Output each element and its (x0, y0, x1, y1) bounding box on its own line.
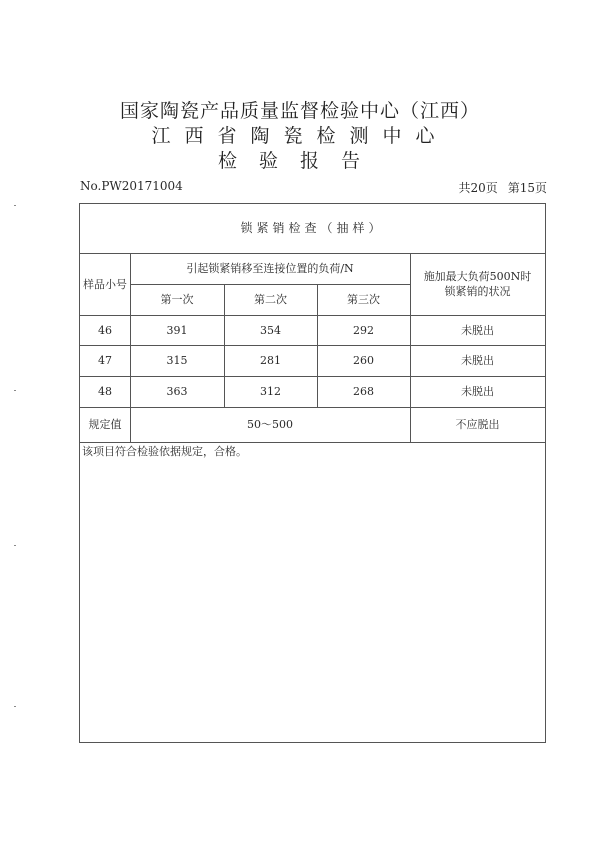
row-third: 292 (353, 323, 374, 337)
section-title: 锁紧销检查（抽样） (240, 221, 385, 235)
header-second: 第二次 (254, 293, 287, 306)
row-second: 281 (260, 354, 281, 367)
margin-mark (14, 390, 16, 391)
row-status: 未脱出 (461, 354, 494, 367)
row-status: 未脱出 (461, 385, 494, 398)
spec-label: 规定值 (88, 418, 122, 431)
row-sample: 48 (98, 385, 112, 398)
row-sample: 47 (98, 354, 112, 367)
report-number: No.PW20171004 (80, 179, 183, 193)
margin-mark (14, 545, 16, 546)
row-first: 363 (166, 385, 188, 398)
current-page: 第15页 (507, 181, 547, 195)
total-pages: 共20页 (458, 181, 498, 195)
row-third: 260 (353, 354, 374, 367)
header-status-line1: 施加最大负荷500N时 (423, 270, 532, 283)
row-second: 354 (260, 323, 281, 337)
header-first: 第一次 (160, 293, 194, 306)
spec-status: 不应脱出 (455, 418, 500, 431)
header-sample-number: 样品小号 (83, 277, 127, 291)
header-status (410, 253, 545, 315)
inspection-table (79, 203, 546, 743)
center-subtitle: 江西省陶瓷检测中心 (151, 125, 449, 147)
conclusion-text: 该项目符合检验依据规定，合格。 (82, 445, 247, 458)
row-first: 315 (166, 354, 188, 367)
row-status: 未脱出 (461, 323, 494, 337)
page-info (458, 179, 547, 196)
row-first: 391 (166, 323, 188, 337)
margin-mark (14, 205, 16, 206)
center-title: 国家陶瓷产品质量监督检验中心（江西） (119, 100, 480, 122)
row-third: 268 (353, 385, 374, 398)
row-sample: 46 (98, 323, 112, 337)
report-heading: 检验报告 (217, 150, 382, 172)
spec-range: 50～500 (247, 418, 293, 431)
row-second: 312 (260, 385, 281, 398)
header-third: 第三次 (347, 293, 380, 306)
header-load-group: 引起锁紧销移至连接位置的负荷/N (186, 262, 354, 275)
margin-mark (14, 706, 16, 707)
header-status-line2: 锁紧销的状况 (444, 285, 511, 298)
